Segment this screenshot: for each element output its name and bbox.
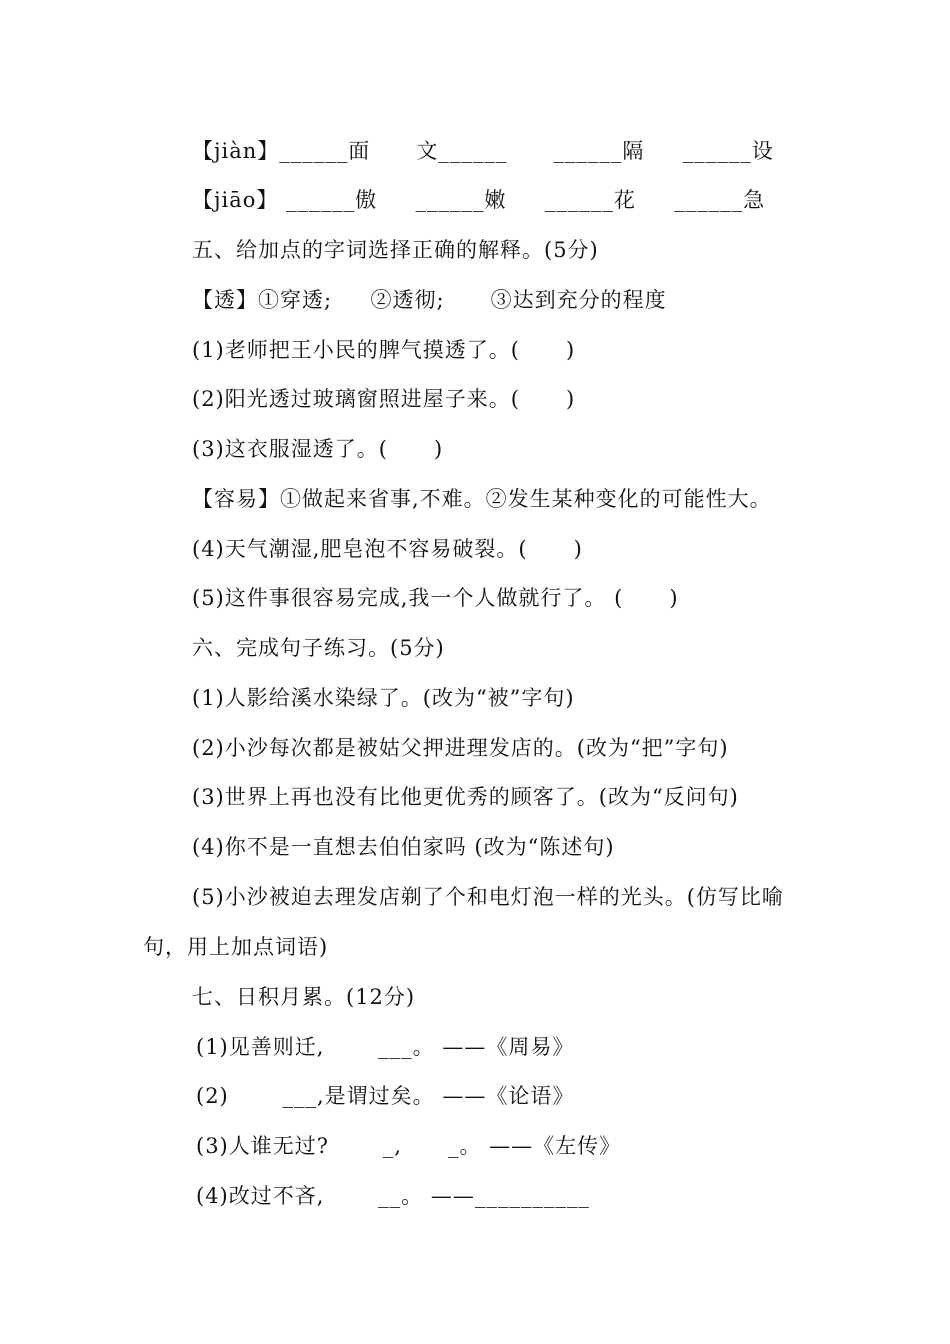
section6-question-3: (3)世界上再也没有比他更优秀的顾客了。(改为“反问句) (192, 785, 739, 809)
section5-question-1: (1)老师把王小民的脾气摸透了。( ) (192, 338, 576, 362)
pinyin-jiao-row: 【jiāo】 ______傲 ______嫩 ______花 ______急 (192, 188, 766, 212)
section6-question-2: (2)小沙每次都是被姑父押进理发店的。(改为“把”字句) (192, 736, 729, 760)
section5-question-2: (2)阳光透过玻璃窗照进屋子来。( ) (192, 387, 576, 411)
section5-question-4: (4)天气潮湿,肥皂泡不容易破裂。( ) (192, 537, 583, 561)
section7-question-4: (4)改过不吝, __。 ——__________ (196, 1184, 590, 1208)
pinyin-jian-row: 【jiàn】______面 文______ ______隔 ______设 (192, 139, 774, 163)
section6-question-5-line2: 句，用上加点词语) (143, 935, 329, 959)
section7-question-2: (2) ___,是谓过矣。 ——《论语》 (196, 1084, 575, 1108)
section7-question-3: (3)人谁无过? _, _。 ——《左传》 (196, 1134, 622, 1158)
rongyi-definitions: 【容易】①做起来省事,不难。②发生某种变化的可能性大。 (192, 487, 772, 511)
tou-definitions: 【透】①穿透; ②透彻; ③达到充分的程度 (192, 288, 667, 312)
section6-question-5-line1: (5)小沙被迫去理发店剃了个和电灯泡一样的光头。(仿写比喻 (192, 885, 784, 909)
section5-question-3: (3)这衣服湿透了。( ) (192, 437, 444, 461)
section7-title: 七、日积月累。(12分) (192, 985, 416, 1009)
section7-question-1: (1)见善则迁, ___。 ——《周易》 (196, 1035, 575, 1059)
section6-title: 六、完成句子练习。(5分) (192, 636, 445, 660)
section6-question-4: (4)你不是一直想去伯伯家吗 (改为“陈述句) (192, 835, 615, 859)
section5-title: 五、给加点的字词选择正确的解释。(5分) (192, 238, 599, 262)
section5-question-5: (5)这件事很容易完成,我一个人做就行了。 ( ) (192, 586, 679, 610)
section6-question-1: (1)人影给溪水染绿了。(改为“被”字句) (192, 686, 575, 710)
